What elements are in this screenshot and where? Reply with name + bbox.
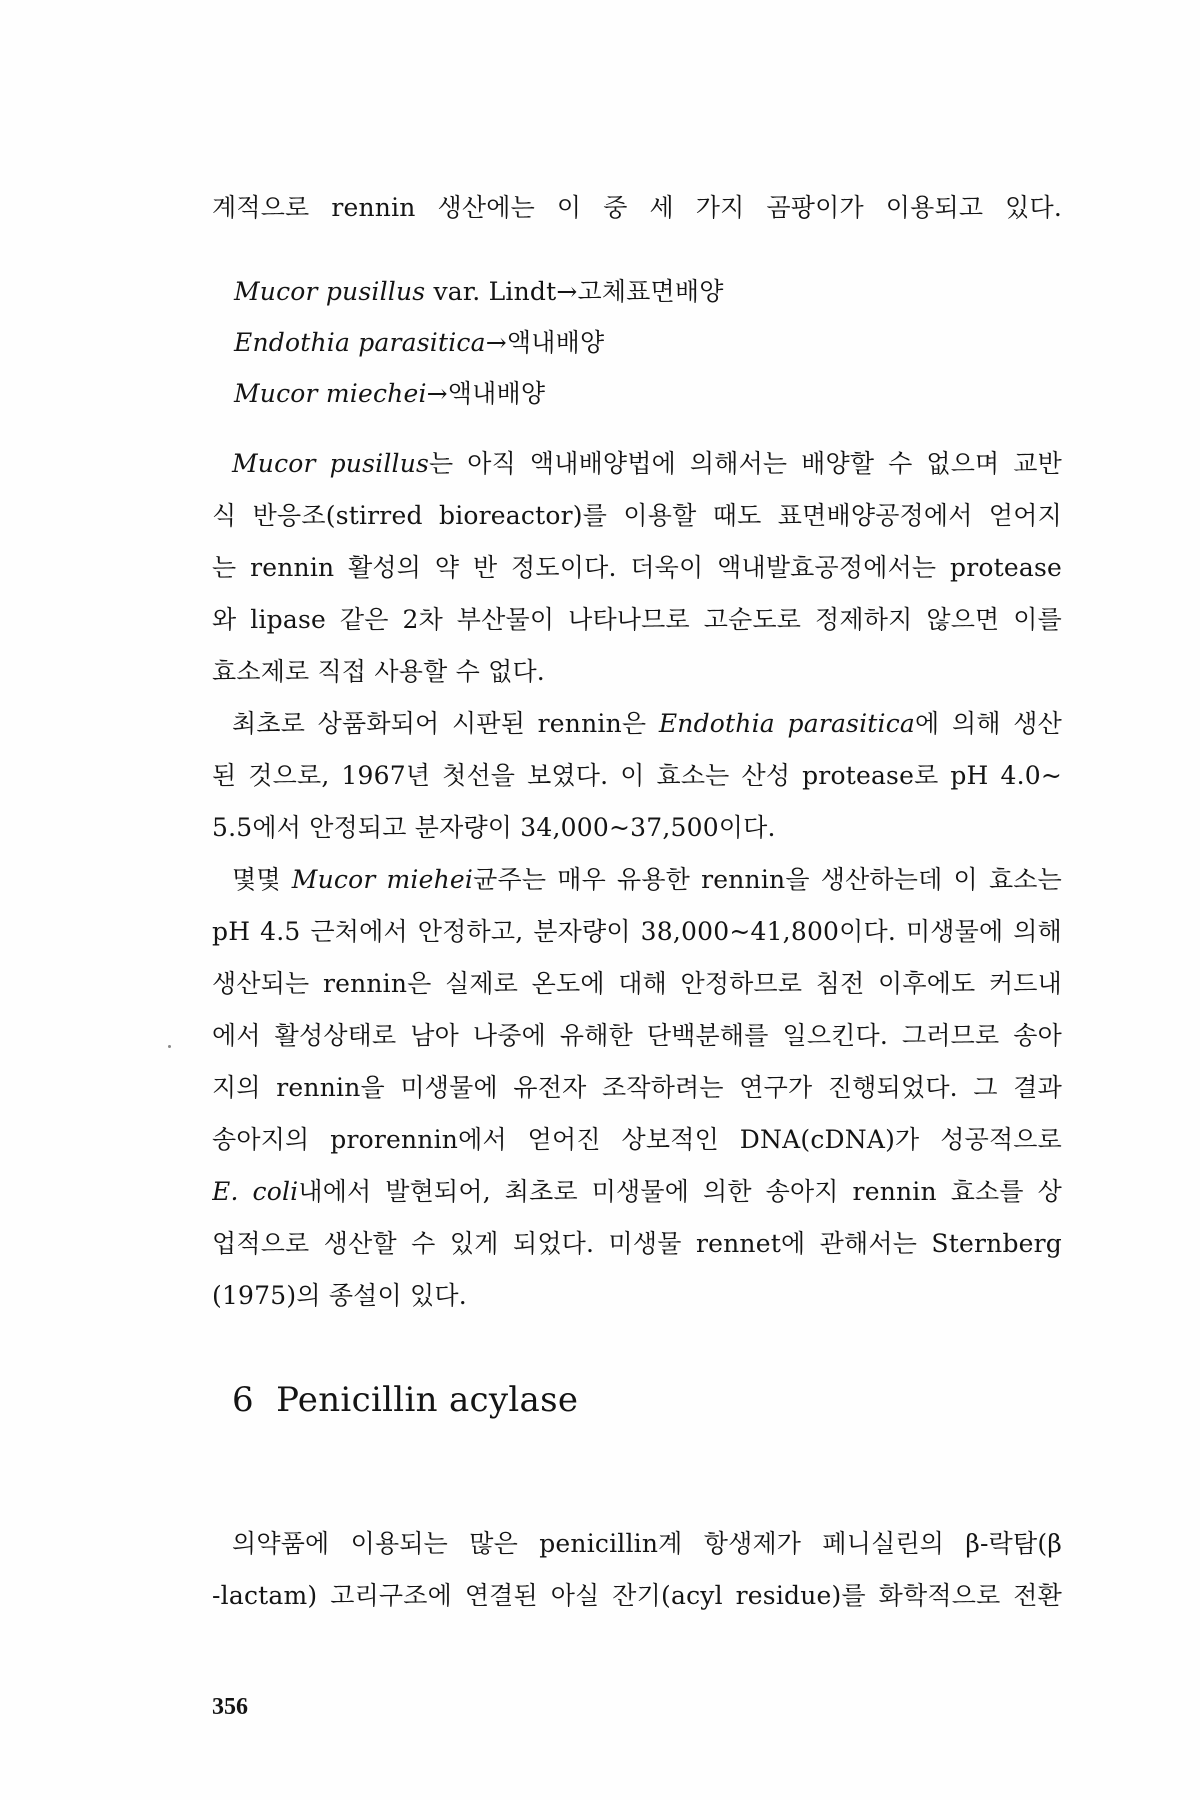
text-line: pH 4.5 근처에서 안정하고, 분자량이 38,000~41,800이다. 미생물에 의해 xyxy=(212,917,1062,946)
paragraph-3 xyxy=(212,854,1062,1322)
species-item xyxy=(212,368,1062,419)
scan-speck xyxy=(168,1045,171,1048)
species-method: →액내배양 xyxy=(426,379,546,408)
text-line: 업적으로 생산할 수 있게 되었다. 미생물 rennet에 관해서는 Sternberg xyxy=(212,1229,1062,1258)
species-name: Endothia parasitica xyxy=(234,328,486,357)
species-name: E. coli xyxy=(212,1177,299,1206)
species-method: →액내배양 xyxy=(485,328,605,357)
text-line: 에서 활성상태로 남아 나중에 유해한 단백분해를 일으킨다. 그러므로 송아 xyxy=(212,1021,1062,1050)
intro-line xyxy=(212,182,1062,234)
species-name: Endothia parasitica xyxy=(658,709,916,738)
species-name: Mucor miechei xyxy=(234,379,427,408)
text-line: 의약품에 이용되는 많은 penicillin계 항생제가 페니실린의 β-락탐(β xyxy=(232,1529,1062,1558)
text-line: 최초로 상품화되어 시판된 rennin은 Endothia parasitica에 의해 생산 xyxy=(232,709,1062,738)
text-line: (1975)의 종설이 있다. xyxy=(212,1281,467,1310)
text-line: Mucor pusillus는 아직 액내배양법에 의해서는 배양할 수 없으며 교반 xyxy=(232,449,1062,478)
text-line: -lactam) 고리구조에 연결된 아실 잔기(acyl residue)를 화학적으로 전환 xyxy=(212,1581,1062,1610)
section-heading xyxy=(232,1380,578,1420)
species-name: Mucor miehei xyxy=(291,865,474,894)
paragraph-2 xyxy=(212,698,1062,854)
text-line: 효소제로 직접 사용할 수 없다. xyxy=(212,657,545,686)
text-line: 5.5에서 안정되고 분자량이 34,000~37,500이다. xyxy=(212,813,776,842)
text-line: 몇몇 Mucor miehei균주는 매우 유용한 rennin을 생산하는데 이 효소는 xyxy=(232,865,1062,894)
species-list xyxy=(212,266,1062,419)
section-number: 6 xyxy=(232,1380,254,1420)
paragraph-1 xyxy=(212,438,1062,698)
page-number: 356 xyxy=(212,1694,248,1720)
text-line: 계적으로 rennin 생산에는 이 중 세 가지 곰팡이가 이용되고 있다. xyxy=(212,193,1062,222)
section-title: Penicillin acylase xyxy=(276,1380,579,1420)
species-item xyxy=(212,266,1062,317)
text-line: 생산되는 rennin은 실제로 온도에 대해 안정하므로 침전 이후에도 커드내 xyxy=(212,969,1062,998)
text-line: 와 lipase 같은 2차 부산물이 나타나므로 고순도로 정제하지 않으면 이를 xyxy=(212,605,1062,634)
text-line: 식 반응조(stirred bioreactor)를 이용할 때도 표면배양공정에서 얻어지 xyxy=(212,501,1062,530)
paragraph-4 xyxy=(212,1518,1062,1622)
text-line: 지의 rennin을 미생물에 유전자 조작하려는 연구가 진행되었다. 그 결과 xyxy=(212,1073,1062,1102)
text-line: 는 rennin 활성의 약 반 정도이다. 더욱이 액내발효공정에서는 protease xyxy=(212,553,1062,582)
species-name: Mucor pusillus xyxy=(232,449,430,478)
text-line: 송아지의 prorennin에서 얻어진 상보적인 DNA(cDNA)가 성공적으로 xyxy=(212,1125,1062,1154)
species-item xyxy=(212,317,1062,368)
text-line: 된 것으로, 1967년 첫선을 보였다. 이 효소는 산성 protease로 pH 4.0~ xyxy=(212,761,1062,790)
species-name: Mucor pusillus xyxy=(234,277,426,306)
text-line: E. coli내에서 발현되어, 최초로 미생물에 의한 송아지 rennin 효소를 상 xyxy=(212,1177,1062,1206)
species-method: var. Lindt→고체표면배양 xyxy=(425,277,724,306)
